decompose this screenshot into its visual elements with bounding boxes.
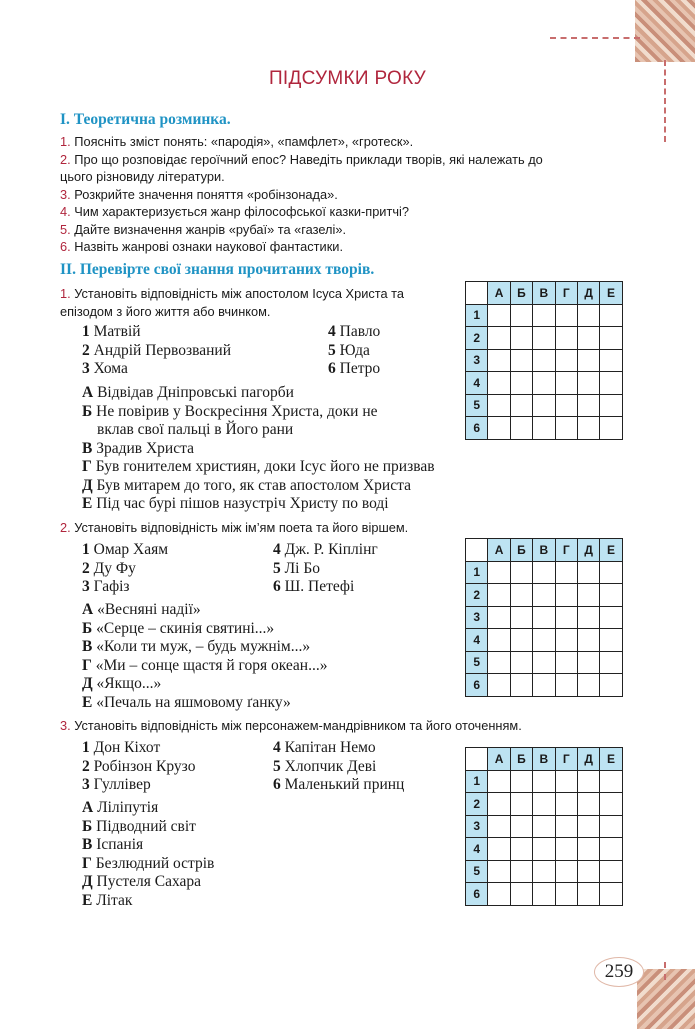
grid-answer-cell[interactable] [555,561,577,584]
decorative-rule-vertical-bottom [664,962,666,980]
page-title: ПІДСУМКИ РОКУ [268,68,427,89]
grid-answer-cell[interactable] [600,815,622,838]
grid-col-header: Е [600,539,622,562]
grid-answer-cell[interactable] [600,394,622,417]
grid-row-header: 6 [466,417,488,440]
grid-answer-cell[interactable] [533,674,555,697]
grid-row-header: 2 [466,584,488,607]
grid-answer-cell[interactable] [577,674,599,697]
grid-row-header: 3 [466,349,488,372]
grid-answer-cell[interactable] [555,394,577,417]
grid-answer-cell[interactable] [600,349,622,372]
grid-answer-cell[interactable] [600,838,622,861]
grid-answer-cell[interactable] [555,629,577,652]
grid-answer-cell[interactable] [533,372,555,395]
grid-row-header: 4 [466,372,488,395]
grid-answer-cell[interactable] [510,372,532,395]
list-item: 4. Чим характеризується жанр філософської казки-притчі? [60,204,409,219]
grid-answer-cell[interactable] [533,304,555,327]
grid-row-header: 3 [466,815,488,838]
grid-answer-cell[interactable] [600,629,622,652]
grid-col-header: Д [577,282,599,305]
list-item: цього різновиду літератури. [60,169,225,184]
grid-answer-cell[interactable] [577,651,599,674]
grid-answer-cell[interactable] [555,606,577,629]
grid-answer-cell[interactable] [577,304,599,327]
grid-col-header: Б [510,748,532,771]
section2-heading: ІІ. Перевірте свої знання прочитаних творів. [60,261,375,278]
grid-row-header: 4 [466,629,488,652]
grid-answer-cell[interactable] [488,651,510,674]
grid-answer-cell[interactable] [555,815,577,838]
grid-answer-cell[interactable] [510,651,532,674]
grid-col-header: Д [577,539,599,562]
grid-answer-cell[interactable] [510,838,532,861]
grid-answer-cell[interactable] [600,793,622,816]
grid-answer-cell[interactable] [577,838,599,861]
grid-row-header: 1 [466,304,488,327]
grid-answer-cell[interactable] [600,883,622,906]
grid-answer-cell[interactable] [488,674,510,697]
grid-row-header: 5 [466,394,488,417]
grid-col-header: Д [577,748,599,771]
grid-col-header: А [488,282,510,305]
answer-grid-1 [465,281,623,440]
grid-answer-cell[interactable] [577,629,599,652]
grid-answer-cell[interactable] [533,860,555,883]
grid-answer-cell[interactable] [600,770,622,793]
task3-answers: А Ліліпутія Б Підводний світ В Іспанія Г Безлюдний острів Д Пустеля Сахара Е Літак [82,799,215,909]
task3-right-list: 4 Капітан Немо 5 Хлопчик Деві 6 Маленький принц [273,739,405,793]
grid-answer-cell[interactable] [577,417,599,440]
grid-answer-cell[interactable] [600,561,622,584]
grid-answer-cell[interactable] [600,372,622,395]
grid-answer-cell[interactable] [600,674,622,697]
grid-answer-cell[interactable] [533,793,555,816]
grid-answer-cell[interactable] [600,417,622,440]
grid-answer-cell[interactable] [510,606,532,629]
grid-answer-cell[interactable] [510,349,532,372]
grid-answer-cell[interactable] [533,629,555,652]
grid-answer-cell[interactable] [533,770,555,793]
grid-row-header: 5 [466,651,488,674]
grid-col-header: В [533,282,555,305]
grid-answer-cell[interactable] [488,394,510,417]
grid-answer-cell[interactable] [510,629,532,652]
task2-prompt: 2. Установіть відповідність між ім’ям поета та його віршем. [60,520,409,535]
grid-answer-cell[interactable] [555,417,577,440]
grid-answer-cell[interactable] [555,793,577,816]
grid-answer-cell[interactable] [577,584,599,607]
grid-answer-cell[interactable] [555,883,577,906]
grid-answer-cell[interactable] [488,883,510,906]
grid-answer-cell[interactable] [488,860,510,883]
section1-heading: І. Теоретична розминка. [60,111,231,128]
list-item: 1. Поясніть зміст понять: «пародія», «памфлет», «гротеск». [60,134,414,149]
grid-answer-cell[interactable] [510,860,532,883]
task1-right-list: 4 Павло 5 Юда 6 Петро [328,323,381,377]
grid-col-header: Е [600,748,622,771]
grid-answer-cell[interactable] [577,349,599,372]
grid-answer-cell[interactable] [577,860,599,883]
grid-answer-cell[interactable] [488,561,510,584]
grid-corner [466,539,488,562]
grid-answer-cell[interactable] [510,561,532,584]
corner-ornament-top [635,0,695,62]
grid-answer-cell[interactable] [510,883,532,906]
grid-col-header: Г [555,282,577,305]
grid-row-header: 6 [466,883,488,906]
task1-left-list: 1 Матвій 2 Андрій Первозваний 3 Хома [82,323,232,377]
task1-prompt: 1. Установіть відповідність між апостолом Ісуса Христа та епізодом з його життя або вчинком. [60,286,404,319]
grid-answer-cell[interactable] [533,561,555,584]
grid-answer-cell[interactable] [488,417,510,440]
grid-answer-cell[interactable] [488,838,510,861]
answer-grid-2 [465,538,623,697]
grid-corner [466,282,488,305]
grid-answer-cell[interactable] [577,815,599,838]
grid-answer-cell[interactable] [510,770,532,793]
grid-answer-cell[interactable] [533,327,555,350]
grid-row-header: 4 [466,838,488,861]
grid-answer-cell[interactable] [600,304,622,327]
page-number: 259 [594,957,644,987]
section1-list [60,133,650,256]
grid-answer-cell[interactable] [577,883,599,906]
grid-answer-cell[interactable] [555,838,577,861]
grid-answer-cell[interactable] [488,304,510,327]
grid-answer-cell[interactable] [510,417,532,440]
grid-col-header: Г [555,539,577,562]
grid-answer-cell[interactable] [555,770,577,793]
grid-answer-cell[interactable] [600,584,622,607]
grid-col-header: В [533,748,555,771]
grid-answer-cell[interactable] [510,584,532,607]
grid-answer-cell[interactable] [533,584,555,607]
grid-col-header: Е [600,282,622,305]
grid-answer-cell[interactable] [577,372,599,395]
grid-answer-cell[interactable] [533,838,555,861]
grid-answer-cell[interactable] [577,770,599,793]
list-item: 3. Розкрийте значення поняття «робінзонада». [60,186,338,202]
task1-answers: А Відвідав Дніпровські пагорби Б Не повірив у Воскресіння Христа, доки не вклав свої пальці в Його рани В Зрадив Христа Г Був гонителем християн, доки Ісус його не призвав Д Був митарем до того, як став апостолом Христа Е Під час бурі пішов назустріч Христу по воді [82,384,435,512]
grid-answer-cell[interactable] [488,815,510,838]
grid-answer-cell[interactable] [533,651,555,674]
grid-answer-cell[interactable] [510,815,532,838]
list-item: 2. Про що розповідає героїчний епос? Наведіть приклади творів, які належать до [60,151,543,167]
grid-answer-cell[interactable] [600,651,622,674]
grid-col-header: В [533,539,555,562]
grid-answer-cell[interactable] [533,883,555,906]
grid-answer-cell[interactable] [600,327,622,350]
grid-answer-cell[interactable] [577,327,599,350]
grid-col-header: Б [510,539,532,562]
grid-answer-cell[interactable] [488,372,510,395]
grid-answer-cell[interactable] [533,394,555,417]
grid-col-header: А [488,539,510,562]
grid-answer-cell[interactable] [555,349,577,372]
grid-answer-cell[interactable] [510,304,532,327]
grid-row-header: 6 [466,674,488,697]
grid-col-header: Б [510,282,532,305]
grid-row-header: 1 [466,770,488,793]
grid-answer-cell[interactable] [555,860,577,883]
grid-answer-cell[interactable] [510,394,532,417]
task2-left-list: 1 Омар Хаям 2 Ду Фу 3 Гафіз [82,541,169,595]
answer-grid-3 [465,747,623,906]
grid-answer-cell[interactable] [510,674,532,697]
list-item: 6. Назвіть жанрові ознаки наукової фантастики. [60,239,343,254]
grid-answer-cell[interactable] [555,304,577,327]
grid-corner [466,748,488,771]
grid-row-header: 5 [466,860,488,883]
grid-answer-cell[interactable] [510,327,532,350]
grid-answer-cell[interactable] [533,815,555,838]
grid-answer-cell[interactable] [488,629,510,652]
corner-ornament-bottom [637,969,695,1029]
decorative-rule [550,37,640,39]
grid-answer-cell[interactable] [555,327,577,350]
grid-answer-cell[interactable] [577,561,599,584]
grid-row-header: 2 [466,793,488,816]
grid-answer-cell[interactable] [555,584,577,607]
grid-answer-cell[interactable] [488,349,510,372]
grid-row-header: 1 [466,561,488,584]
grid-answer-cell[interactable] [600,860,622,883]
grid-answer-cell[interactable] [555,372,577,395]
grid-answer-cell[interactable] [488,793,510,816]
grid-answer-cell[interactable] [510,793,532,816]
grid-answer-cell[interactable] [577,606,599,629]
grid-row-header: 2 [466,327,488,350]
list-item: 5. Дайте визначення жанрів «рубаї» та «газелі». [60,221,347,237]
grid-answer-cell[interactable] [555,651,577,674]
grid-answer-cell[interactable] [533,417,555,440]
grid-answer-cell[interactable] [533,606,555,629]
task2-right-list: 4 Дж. Р. Кіплінг 5 Лі Бо 6 Ш. Петефі [273,541,378,595]
grid-answer-cell[interactable] [600,606,622,629]
grid-col-header: Г [555,748,577,771]
task2-answers: А «Весняні надії» Б «Серце – скинія святині...» В «Коли ти муж, – будь мужнім...» Г «Ми – сонце щастя й горя океан...» Д «Якщо...» Е «Печаль на яшмовому ґанку» [82,601,328,711]
grid-answer-cell[interactable] [533,349,555,372]
grid-answer-cell[interactable] [488,584,510,607]
grid-answer-cell[interactable] [488,606,510,629]
task3-prompt: 3. Установіть відповідність між персонажем-мандрівником та його оточенням. [60,718,522,733]
grid-answer-cell[interactable] [488,770,510,793]
grid-answer-cell[interactable] [488,327,510,350]
grid-answer-cell[interactable] [555,674,577,697]
grid-answer-cell[interactable] [577,793,599,816]
grid-answer-cell[interactable] [577,394,599,417]
grid-row-header: 3 [466,606,488,629]
task3-left-list: 1 Дон Кіхот 2 Робінзон Крузо 3 Гуллівер [82,739,196,793]
grid-col-header: А [488,748,510,771]
